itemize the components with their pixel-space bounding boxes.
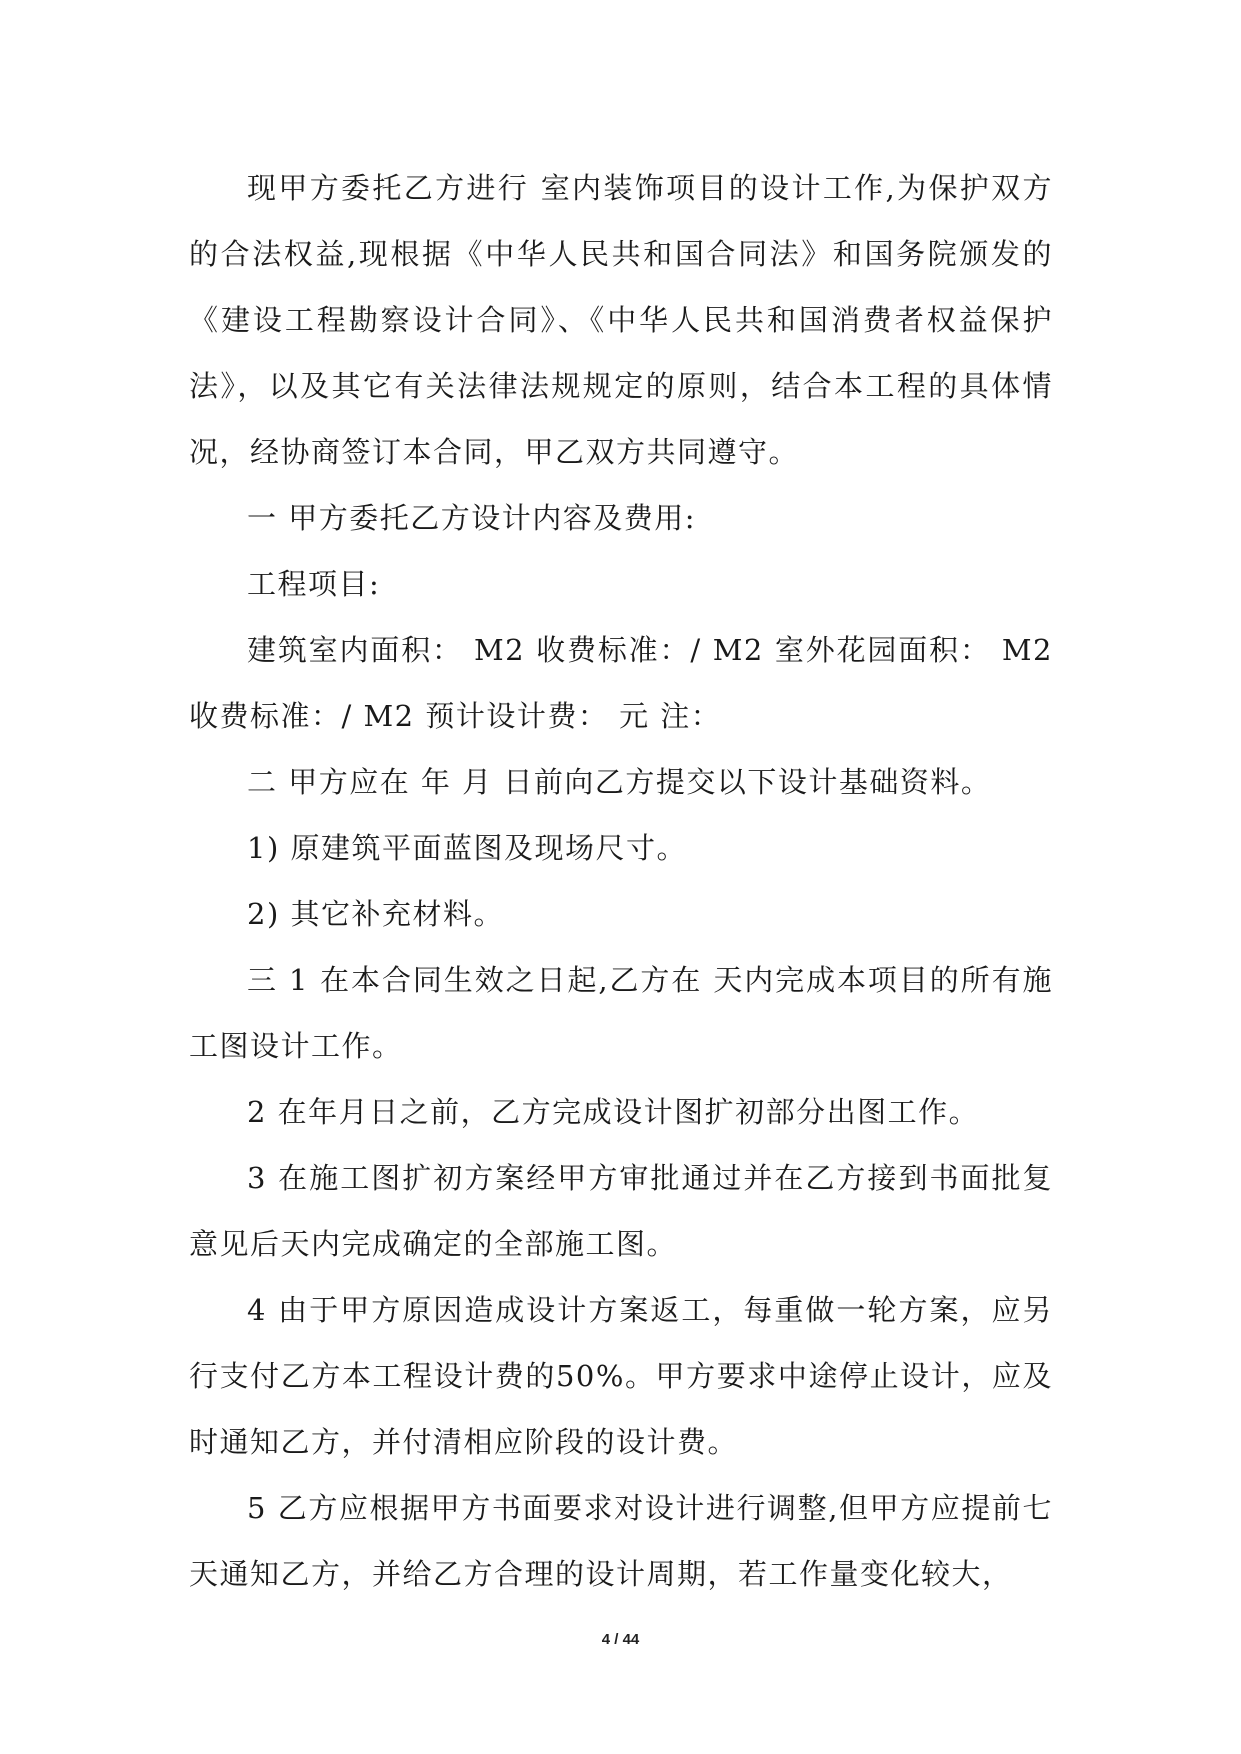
clause-3: 3 在施工图扩初方案经甲方审批通过并在乙方接到书面批复意见后天内完成确定的全部施工图。 [189,1161,1053,1261]
list-item-1: 1) 原建筑平面蓝图及现场尺寸。 [247,831,687,865]
clause-5: 5 乙方应根据甲方书面要求对设计进行调整,但甲方应提前七天通知乙方，并给乙方合理的设计周期，若工作量变化较大， [189,1491,1053,1591]
paragraph-intro: 现甲方委托乙方进行 室内装饰项目的设计工作,为保护双方的合法权益,现根据《中华人民共和国合同法》和国务院颁发的《建设工程勘察设计合同》、《中华人民共和国消费者权益保护法》，以及其它有关法律法规规定的原则，结合本工程的具体情况，经协商签订本合同，甲乙双方共同遵守。 [189,171,1053,469]
section-heading-3: 三 1 在本合同生效之日起,乙方在 天内完成本项目的所有施工图设计工作。 [189,963,1053,1063]
list-item-2: 2) 其它补充材料。 [247,897,504,931]
document-body [189,155,1053,1607]
paragraph-project: 工程项目: [247,567,381,601]
paragraph-area-fees: 建筑室内面积： M2 收费标准：/ M2 室外花园面积： M2 收费标准：/ M2 预计设计费： 元 注： [189,633,1053,733]
clause-2: 2 在年月日之前，乙方完成设计图扩初部分出图工作。 [247,1095,980,1129]
page-number: 4 / 44 [601,1631,640,1648]
clause-4: 4 由于甲方原因造成设计方案返工，每重做一轮方案，应另行支付乙方本工程设计费的50%。甲方要求中途停止设计，应及时通知乙方，并付清相应阶段的设计费。 [189,1293,1053,1459]
section-heading-2: 二 甲方应在 年 月 日前向乙方提交以下设计基础资料。 [247,765,992,799]
section-heading-1: 一 甲方委托乙方设计内容及费用: [247,501,696,535]
